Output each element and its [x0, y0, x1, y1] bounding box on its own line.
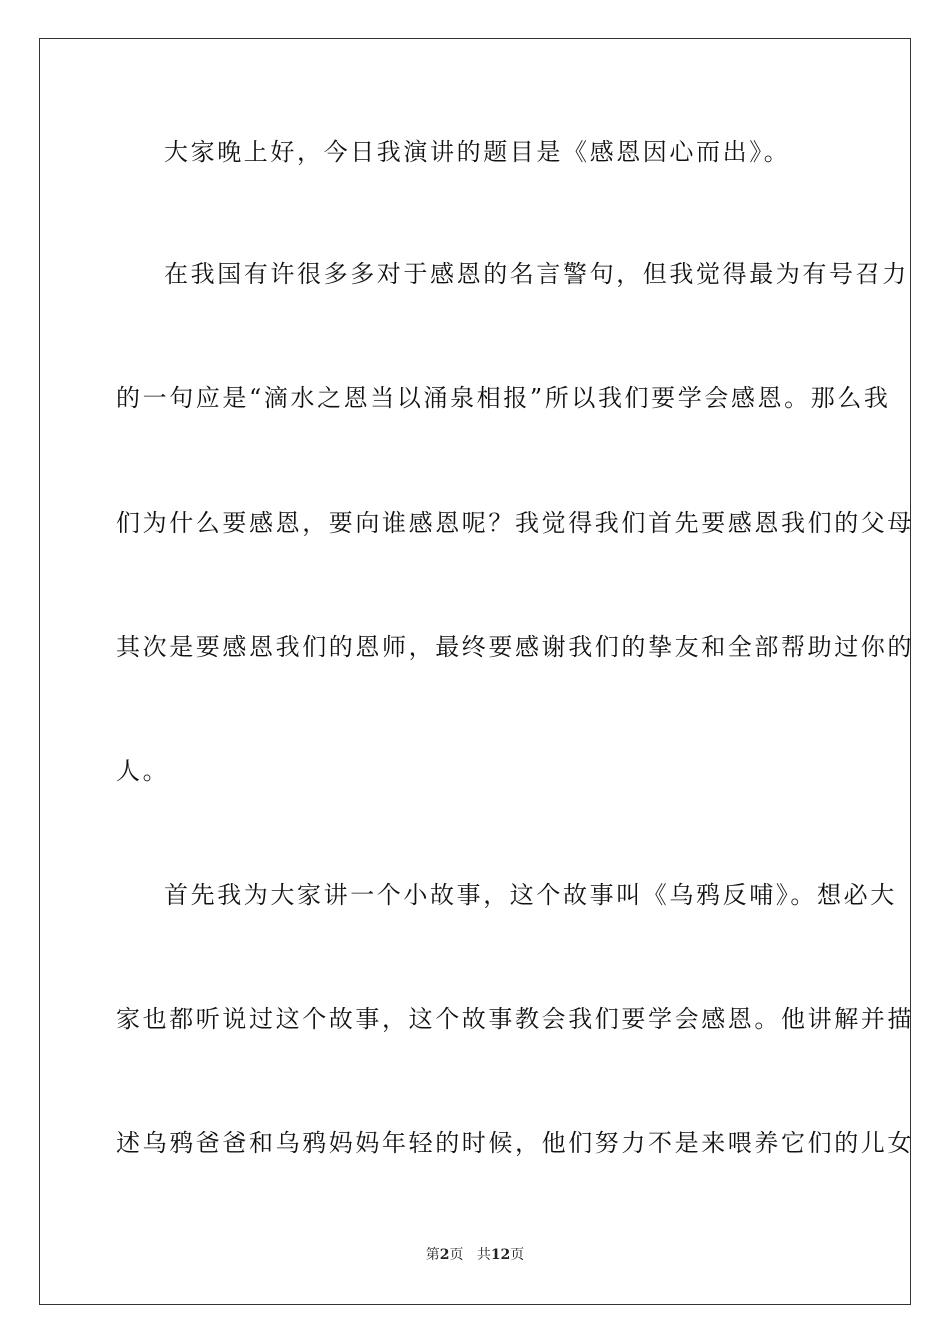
- paragraph-line: 的一句应是“滴水之恩当以涌泉相报”所以我们要学会感恩。那么我: [116, 384, 891, 412]
- paragraph-line: 人。: [116, 757, 170, 785]
- paragraph-line: 其次是要感恩我们的恩师，最终要感谢我们的挚友和全部帮助过你的: [116, 633, 914, 661]
- paragraph-line: 们为什么要感恩，要向谁感恩呢？我觉得我们首先要感恩我们的父母: [116, 509, 914, 537]
- paragraph-line: 首先我为大家讲一个小故事，这个故事叫《乌鸦反哺》。想必大: [164, 881, 897, 909]
- paragraph-line: 在我国有许很多多对于感恩的名言警句，但我觉得最为有号召力: [164, 260, 909, 288]
- total-pages: 12: [490, 1247, 511, 1263]
- paragraph-line: 大家晚上好，今日我演讲的题目是《感恩因心而出》。: [164, 138, 791, 166]
- page-label-suffix: 页: [449, 1247, 464, 1263]
- paragraph-line: 家也都听说过这个故事，这个故事教会我们要学会感恩。他讲解并描: [116, 1005, 914, 1033]
- total-label-prefix: 共: [476, 1247, 491, 1263]
- page-label-prefix: 第: [425, 1247, 440, 1263]
- paragraph-line: 述乌鸦爸爸和乌鸦妈妈年轻的时候，他们努力不是来喂养它们的儿女: [116, 1129, 914, 1157]
- page-footer: [0, 1246, 950, 1264]
- page-number: 2: [439, 1247, 450, 1263]
- total-label-suffix: 页: [510, 1247, 525, 1263]
- page-border: [39, 38, 914, 1305]
